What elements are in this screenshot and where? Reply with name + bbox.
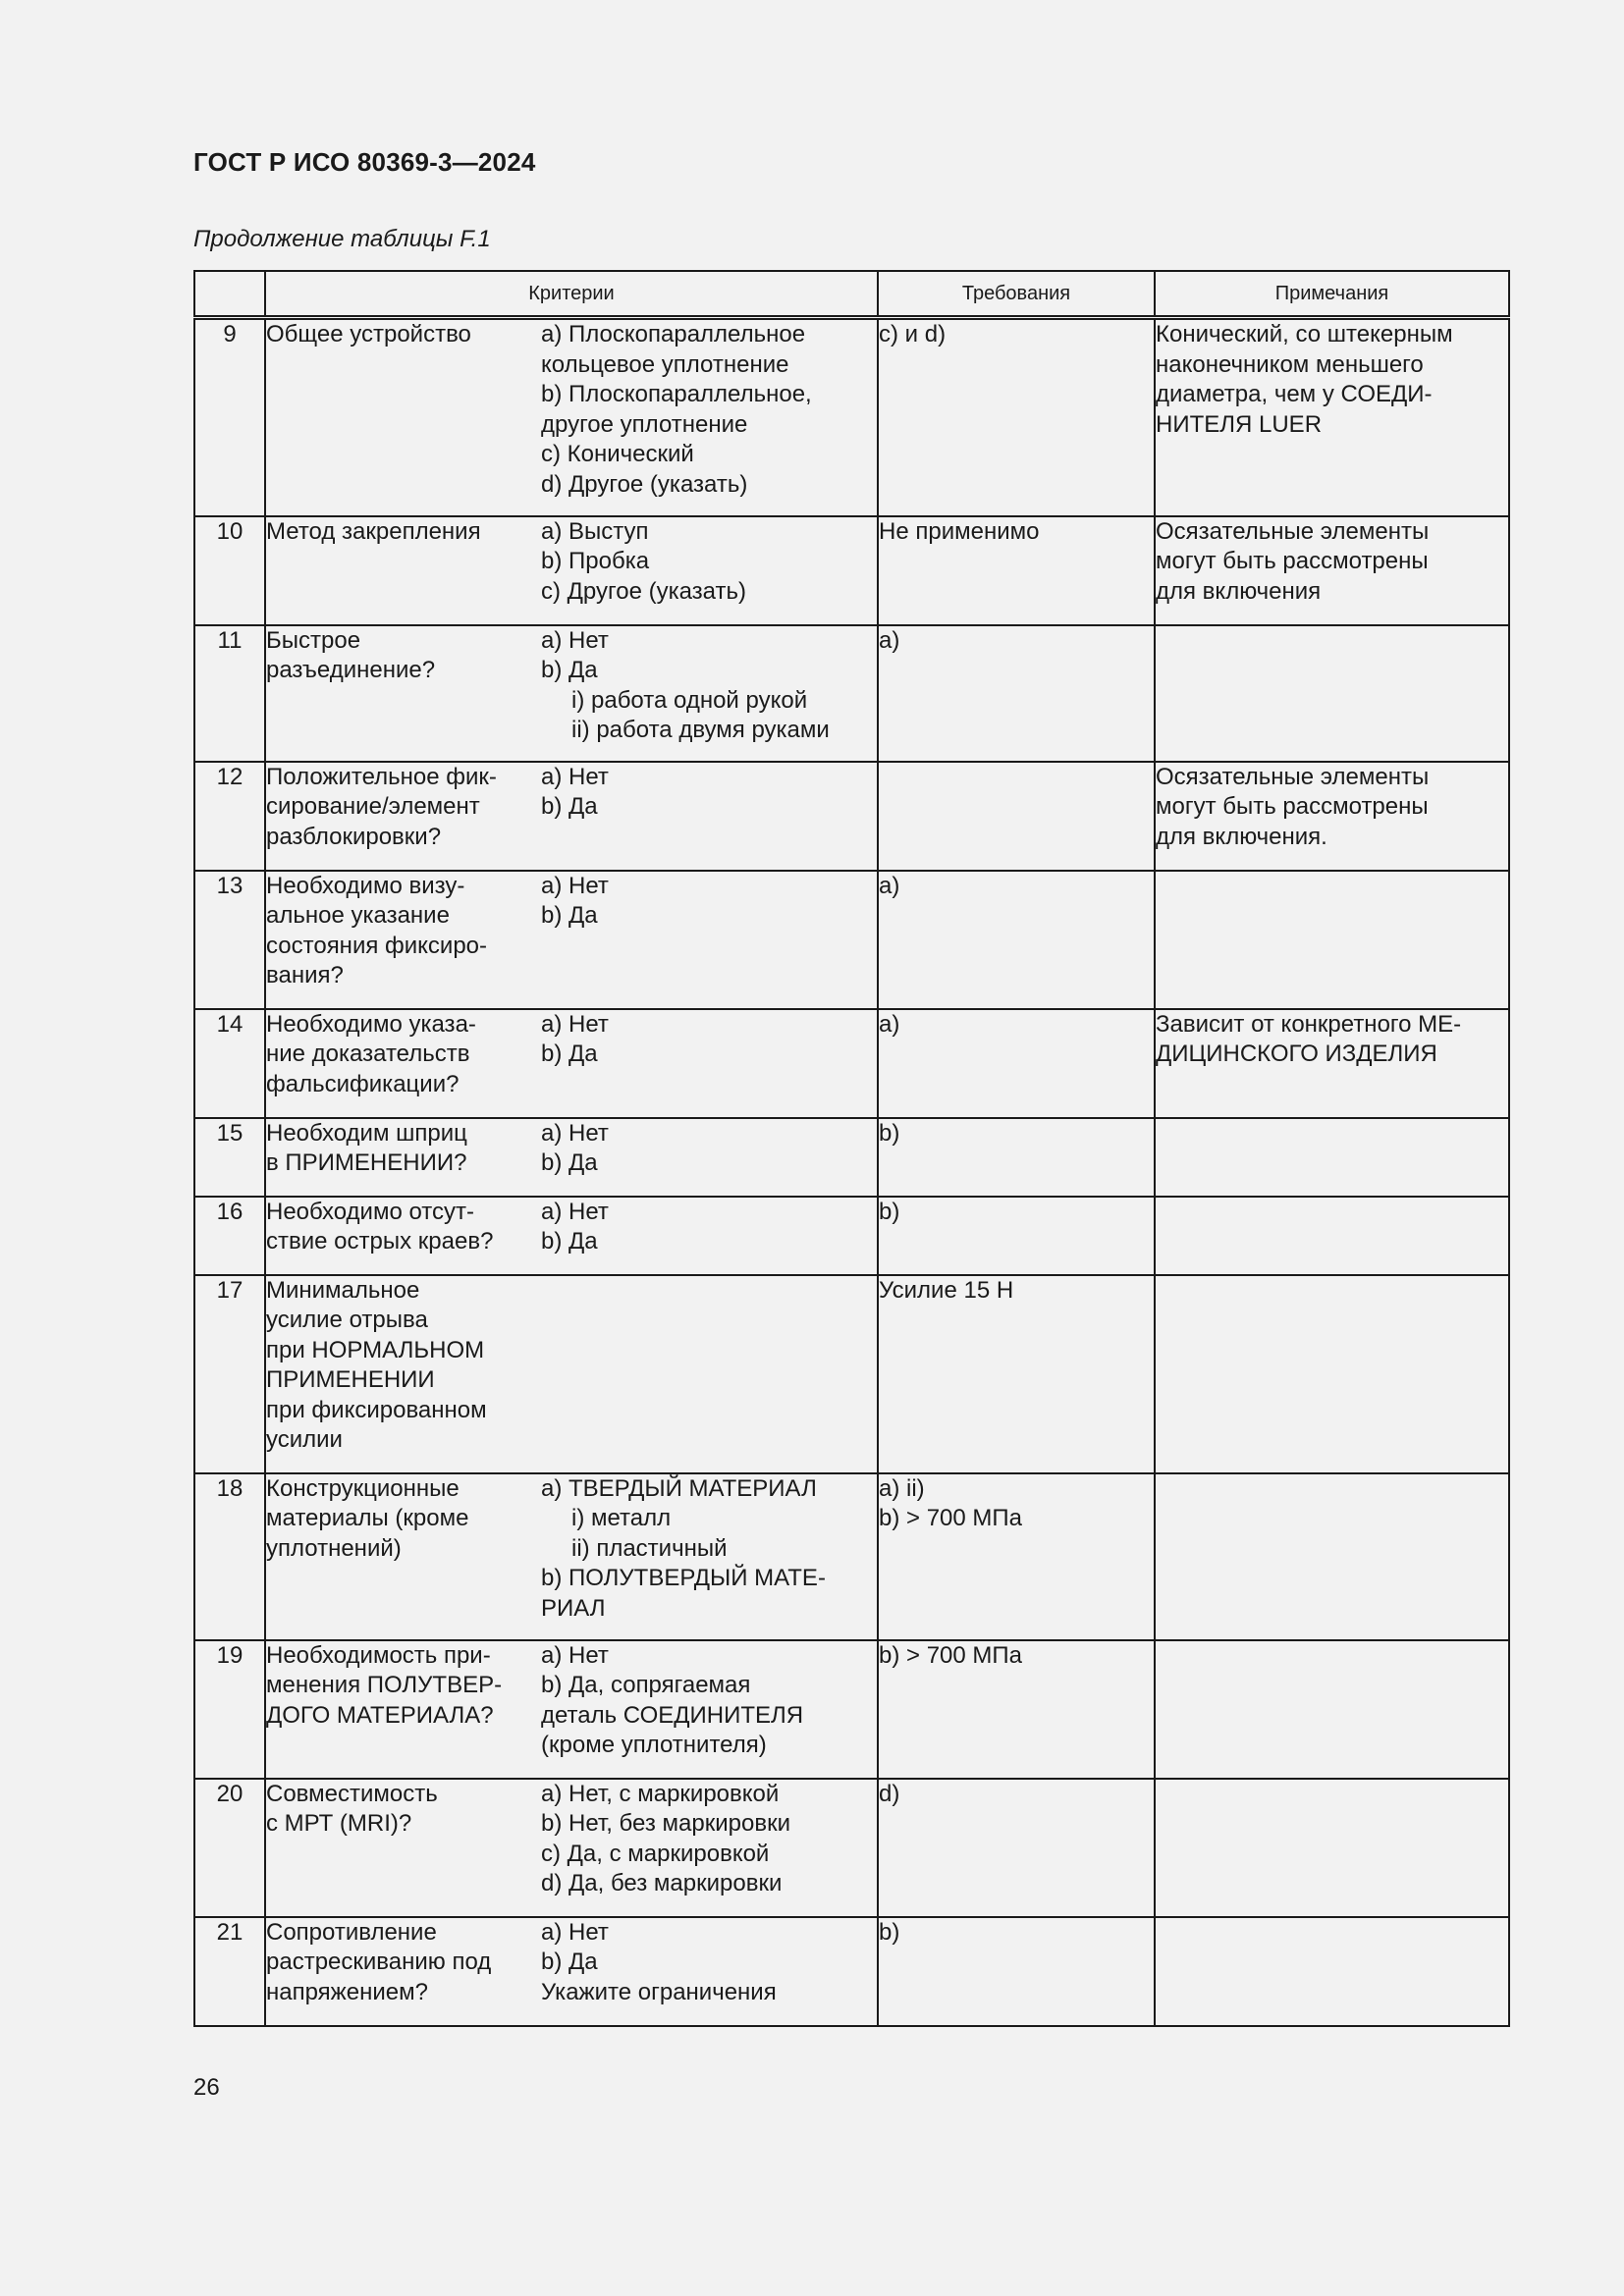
criterion-name-line: Метод закрепления bbox=[266, 517, 481, 545]
criterion-name bbox=[266, 517, 541, 608]
criterion-name bbox=[266, 1010, 541, 1100]
criteria-content bbox=[266, 1918, 877, 2008]
criterion-name bbox=[266, 1641, 541, 1761]
requirement-line: b) > 700 МПа bbox=[879, 1641, 1022, 1669]
criterion-name-line: уплотнений) bbox=[266, 1534, 402, 1562]
requirement-line: Усилие 15 Н bbox=[879, 1276, 1014, 1304]
page-number: 26 bbox=[193, 2074, 220, 2101]
criterion-name-line: ДОГО МАТЕРИАЛА? bbox=[266, 1701, 494, 1729]
criterion-option: b) Да bbox=[541, 1041, 598, 1067]
requirement-cell bbox=[878, 516, 1155, 625]
criteria-cell bbox=[265, 1917, 878, 2026]
table-row bbox=[194, 1009, 1509, 1118]
criterion-name bbox=[266, 1276, 541, 1456]
criterion-option: (кроме уплотнителя) bbox=[541, 1732, 767, 1758]
note-cell bbox=[1155, 1275, 1509, 1473]
requirement-line: a) bbox=[879, 626, 900, 654]
table-row bbox=[194, 1118, 1509, 1197]
table-row bbox=[194, 625, 1509, 762]
criterion-option: c) Конический bbox=[541, 441, 694, 467]
criterion-name bbox=[266, 1474, 541, 1625]
criterion-option: b) Да bbox=[541, 902, 598, 929]
row-number: 21 bbox=[194, 1917, 265, 2026]
requirement-cell bbox=[878, 1197, 1155, 1275]
criterion-name-line: сирование/элемент bbox=[266, 793, 480, 820]
criterion-name-line: менения ПОЛУТВЕР- bbox=[266, 1672, 503, 1698]
criterion-option: a) Нет bbox=[541, 1010, 609, 1038]
row-number: 16 bbox=[194, 1197, 265, 1275]
criterion-options bbox=[541, 1010, 877, 1100]
criterion-option: c) Другое (указать) bbox=[541, 577, 746, 605]
criterion-option: a) Выступ bbox=[541, 517, 649, 545]
criterion-option: ii) работа двумя руками bbox=[571, 717, 830, 743]
criterion-option: b) ПОЛУТВЕРДЫЙ МАТЕ- bbox=[541, 1565, 826, 1591]
note-line: Зависит от конкретного МЕ- bbox=[1156, 1010, 1462, 1038]
criterion-options bbox=[541, 1780, 877, 1899]
criteria-cell bbox=[265, 1473, 878, 1640]
criterion-name bbox=[266, 763, 541, 853]
criterion-option: деталь СОЕДИНИТЕЛЯ bbox=[541, 1701, 804, 1729]
requirement-cell bbox=[878, 1473, 1155, 1640]
row-number: 15 bbox=[194, 1118, 265, 1197]
criteria-cell bbox=[265, 871, 878, 1009]
note-cell bbox=[1155, 1473, 1509, 1640]
criteria-cell bbox=[265, 1197, 878, 1275]
criteria-content bbox=[266, 872, 877, 991]
note-cell bbox=[1155, 1640, 1509, 1779]
row-number: 10 bbox=[194, 516, 265, 625]
requirement-line: b) bbox=[879, 1119, 900, 1147]
note-line: ДИЦИНСКОГО ИЗДЕЛИЯ bbox=[1156, 1041, 1437, 1067]
requirement-line: c) и d) bbox=[879, 321, 947, 347]
criterion-options bbox=[541, 1641, 877, 1761]
requirement-cell bbox=[878, 1640, 1155, 1779]
criterion-name-line: Сопротивление bbox=[266, 1918, 437, 1946]
criterion-option: d) Да, без маркировки bbox=[541, 1870, 783, 1896]
requirement-line: a) bbox=[879, 872, 900, 899]
criterion-option: b) Да bbox=[541, 1949, 598, 1975]
criterion-options bbox=[541, 872, 877, 991]
criterion-name-line: Быстрое bbox=[266, 626, 361, 654]
note-cell bbox=[1155, 762, 1509, 871]
criterion-name-line: с МРТ (MRI)? bbox=[266, 1810, 412, 1837]
row-number: 17 bbox=[194, 1275, 265, 1473]
note-cell bbox=[1155, 516, 1509, 625]
table-row bbox=[194, 1779, 1509, 1917]
row-number: 12 bbox=[194, 762, 265, 871]
note-line: для включения bbox=[1156, 577, 1322, 605]
criterion-name bbox=[266, 1119, 541, 1179]
criterion-option: РИАЛ bbox=[541, 1594, 606, 1622]
table-row bbox=[194, 1197, 1509, 1275]
criterion-options bbox=[541, 763, 877, 853]
criterion-name-line: при фиксированном bbox=[266, 1396, 487, 1423]
criterion-options bbox=[541, 517, 877, 608]
table-row bbox=[194, 1917, 1509, 2026]
criteria-content bbox=[266, 1276, 877, 1456]
criterion-option: i) работа одной рукой bbox=[571, 686, 808, 714]
criterion-name bbox=[266, 1780, 541, 1899]
note-line: диаметра, чем у СОЕДИ- bbox=[1156, 381, 1433, 407]
criterion-option: a) Нет bbox=[541, 1918, 609, 1946]
criterion-name-line: ние доказательств bbox=[266, 1041, 470, 1067]
table-row bbox=[194, 1640, 1509, 1779]
criteria-content bbox=[266, 1119, 877, 1179]
note-line: для включения. bbox=[1156, 823, 1327, 850]
criteria-cell bbox=[265, 1779, 878, 1917]
criterion-name-line: Минимальное bbox=[266, 1276, 420, 1304]
note-line: Конический, со штекерным bbox=[1156, 321, 1453, 347]
criteria-cell bbox=[265, 1009, 878, 1118]
criterion-name bbox=[266, 1918, 541, 2008]
criterion-name-line: вания? bbox=[266, 962, 344, 988]
column-header-requirements: Требования bbox=[878, 271, 1155, 318]
criterion-options bbox=[541, 626, 877, 746]
note-line: могут быть рассмотрены bbox=[1156, 793, 1429, 820]
note-cell bbox=[1155, 1118, 1509, 1197]
table-row bbox=[194, 318, 1509, 516]
criterion-option: a) Нет bbox=[541, 1198, 609, 1225]
criterion-name bbox=[266, 320, 541, 500]
criterion-name-line: напряжением? bbox=[266, 1978, 428, 2005]
criterion-option: c) Да, с маркировкой bbox=[541, 1840, 770, 1867]
criterion-name-line: Необходимо отсут- bbox=[266, 1198, 474, 1225]
criterion-options bbox=[541, 1119, 877, 1179]
requirement-cell bbox=[878, 762, 1155, 871]
table-row bbox=[194, 762, 1509, 871]
criterion-option: b) Да bbox=[541, 657, 598, 683]
criterion-option: a) Плоскопараллельное bbox=[541, 321, 806, 347]
criteria-content bbox=[266, 763, 877, 853]
criteria-content bbox=[266, 1780, 877, 1899]
criteria-content bbox=[266, 320, 877, 500]
criteria-content bbox=[266, 1010, 877, 1100]
note-line: могут быть рассмотрены bbox=[1156, 548, 1429, 574]
criterion-option: кольцевое уплотнение bbox=[541, 350, 789, 378]
criterion-option: Укажите ограничения bbox=[541, 1978, 777, 2005]
row-number: 11 bbox=[194, 625, 265, 762]
criterion-option: b) Нет, без маркировки bbox=[541, 1810, 790, 1837]
criterion-name-line: разъединение? bbox=[266, 657, 436, 683]
criterion-name-line: ПРИМЕНЕНИИ bbox=[266, 1366, 435, 1393]
requirement-line: b) > 700 МПа bbox=[879, 1505, 1022, 1531]
requirement-cell bbox=[878, 625, 1155, 762]
requirement-cell bbox=[878, 318, 1155, 516]
criterion-name-line: материалы (кроме bbox=[266, 1505, 469, 1531]
criteria-cell bbox=[265, 625, 878, 762]
table-row bbox=[194, 516, 1509, 625]
note-cell bbox=[1155, 625, 1509, 762]
criterion-options bbox=[541, 1474, 877, 1625]
criterion-name-line: усилие отрыва bbox=[266, 1307, 428, 1333]
criterion-option: ii) пластичный bbox=[571, 1534, 728, 1562]
column-header-number bbox=[194, 271, 265, 318]
note-line: НИТЕЛЯ LUER bbox=[1156, 410, 1323, 438]
table-row bbox=[194, 871, 1509, 1009]
criteria-cell bbox=[265, 762, 878, 871]
note-cell bbox=[1155, 1779, 1509, 1917]
requirement-line: Не применимо bbox=[879, 517, 1040, 545]
requirement-cell bbox=[878, 1118, 1155, 1197]
criterion-name-line: ствие острых краев? bbox=[266, 1228, 494, 1255]
row-number: 14 bbox=[194, 1009, 265, 1118]
criterion-name-line: Необходимость при- bbox=[266, 1641, 491, 1669]
row-number: 19 bbox=[194, 1640, 265, 1779]
criteria-cell bbox=[265, 1118, 878, 1197]
requirement-cell bbox=[878, 871, 1155, 1009]
criterion-options bbox=[541, 1276, 877, 1456]
criteria-content bbox=[266, 626, 877, 746]
criterion-option: a) Нет bbox=[541, 1641, 609, 1669]
criterion-option: a) Нет bbox=[541, 763, 609, 790]
criterion-option: a) Нет bbox=[541, 626, 609, 654]
criteria-content bbox=[266, 1474, 877, 1625]
criteria-content bbox=[266, 517, 877, 608]
criteria-cell bbox=[265, 1640, 878, 1779]
criterion-name-line: Необходимо визу- bbox=[266, 872, 465, 899]
criteria-cell bbox=[265, 318, 878, 516]
criterion-options bbox=[541, 1918, 877, 2008]
note-cell bbox=[1155, 318, 1509, 516]
table-row bbox=[194, 1275, 1509, 1473]
table-caption: Продолжение таблицы F.1 bbox=[193, 226, 491, 252]
requirement-line: a) bbox=[879, 1010, 900, 1038]
criterion-option: d) Другое (указать) bbox=[541, 470, 748, 498]
criterion-name-line: Конструкционные bbox=[266, 1474, 460, 1502]
table-body bbox=[194, 318, 1509, 2026]
criterion-name-line: разблокировки? bbox=[266, 823, 442, 850]
criteria-content bbox=[266, 1198, 877, 1257]
criterion-option: b) Да bbox=[541, 1228, 598, 1255]
criterion-name-line: состояния фиксиро- bbox=[266, 932, 488, 959]
note-cell bbox=[1155, 871, 1509, 1009]
requirement-line: d) bbox=[879, 1780, 900, 1807]
criterion-options bbox=[541, 1198, 877, 1257]
column-header-criteria: Критерии bbox=[265, 271, 878, 318]
criteria-cell bbox=[265, 516, 878, 625]
criterion-name-line: растрескиванию под bbox=[266, 1949, 492, 1975]
note-cell bbox=[1155, 1917, 1509, 2026]
criterion-name-line: Необходим шприц bbox=[266, 1119, 467, 1147]
criterion-option: i) металл bbox=[571, 1505, 672, 1531]
note-line: наконечником меньшего bbox=[1156, 350, 1424, 378]
criterion-option: a) Нет bbox=[541, 872, 609, 899]
criterion-name-line: фальсификации? bbox=[266, 1070, 460, 1097]
criterion-option: b) Да, сопрягаемая bbox=[541, 1672, 751, 1698]
criterion-name-line: в ПРИМЕНЕНИИ? bbox=[266, 1149, 467, 1176]
criterion-name-line: Совместимость bbox=[266, 1780, 438, 1807]
table-header-row bbox=[194, 271, 1509, 318]
criterion-option: a) Нет bbox=[541, 1119, 609, 1147]
criteria-cell bbox=[265, 1275, 878, 1473]
requirement-cell bbox=[878, 1917, 1155, 2026]
criterion-name-line: при НОРМАЛЬНОМ bbox=[266, 1336, 485, 1363]
note-line: Осязательные элементы bbox=[1156, 517, 1430, 545]
criterion-name bbox=[266, 872, 541, 991]
column-header-notes: Примечания bbox=[1155, 271, 1509, 318]
requirement-line: b) bbox=[879, 1198, 900, 1225]
criterion-name-line: альное указание bbox=[266, 902, 450, 929]
criteria-table bbox=[193, 270, 1510, 2027]
requirement-cell bbox=[878, 1009, 1155, 1118]
requirement-line: b) bbox=[879, 1918, 900, 1946]
criterion-name-line: усилии bbox=[266, 1426, 343, 1453]
criterion-name-line: Положительное фик- bbox=[266, 763, 497, 790]
requirement-cell bbox=[878, 1275, 1155, 1473]
criterion-option: b) Да bbox=[541, 1149, 598, 1176]
criterion-option: b) Плоскопараллельное, bbox=[541, 381, 812, 407]
note-cell bbox=[1155, 1197, 1509, 1275]
document-header: ГОСТ Р ИСО 80369-3—2024 bbox=[193, 147, 536, 177]
criterion-option: a) ТВЕРДЫЙ МАТЕРИАЛ bbox=[541, 1474, 817, 1502]
note-line: Осязательные элементы bbox=[1156, 763, 1430, 790]
row-number: 20 bbox=[194, 1779, 265, 1917]
criterion-options bbox=[541, 320, 877, 500]
row-number: 13 bbox=[194, 871, 265, 1009]
criterion-name-line: Необходимо указа- bbox=[266, 1010, 476, 1038]
criterion-name-line: Общее устройство bbox=[266, 321, 471, 347]
note-cell bbox=[1155, 1009, 1509, 1118]
row-number: 18 bbox=[194, 1473, 265, 1640]
criterion-name bbox=[266, 1198, 541, 1257]
row-number: 9 bbox=[194, 318, 265, 516]
criteria-content bbox=[266, 1641, 877, 1761]
table-row bbox=[194, 1473, 1509, 1640]
criterion-name bbox=[266, 626, 541, 746]
criterion-option: a) Нет, с маркировкой bbox=[541, 1780, 780, 1807]
criterion-option: b) Да bbox=[541, 793, 598, 820]
requirement-line: a) ii) bbox=[879, 1474, 925, 1502]
requirement-cell bbox=[878, 1779, 1155, 1917]
criterion-option: b) Пробка bbox=[541, 548, 650, 574]
criterion-option: другое уплотнение bbox=[541, 410, 748, 438]
